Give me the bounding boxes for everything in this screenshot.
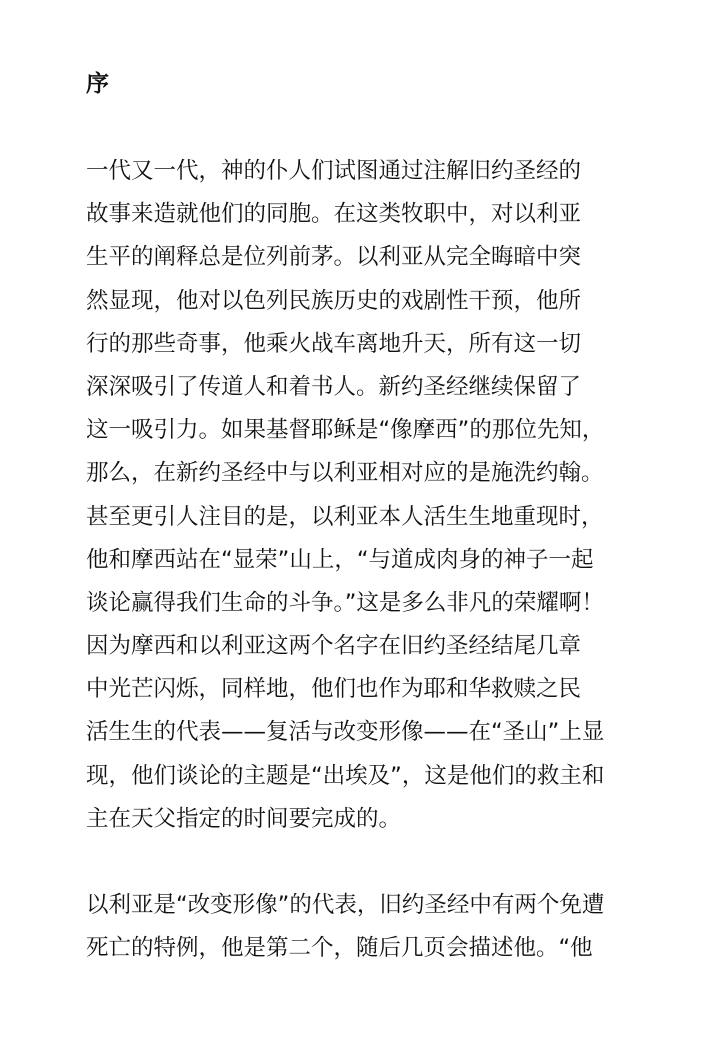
text-line: 中光芒闪烁，同样地，他们也作为耶和华救赎之民 bbox=[86, 676, 582, 703]
text-line: 那么，在新约圣经中与以利亚相对应的是施洗约翰。 bbox=[86, 460, 604, 487]
text-line: 行的那些奇事，他乘火战车离地升天，所有这一切 bbox=[86, 330, 582, 357]
text-line: 谈论赢得我们生命的斗争。”这是多么非凡的荣耀啊！ bbox=[86, 589, 604, 616]
text-line: 主在天父指定的时间要完成的。 bbox=[86, 805, 402, 832]
text-line: 活生生的代表——复活与改变形像——在“圣山”上显 bbox=[86, 719, 605, 746]
text-line: 甚至更引人注目的是，以利亚本人活生生地重现时， bbox=[86, 503, 604, 530]
text-line: 然显现，他对以色列民族历史的戏剧性干预，他所 bbox=[86, 287, 582, 314]
text-line: 深深吸引了传道人和着书人。新约圣经继续保留了 bbox=[86, 373, 582, 400]
document-page bbox=[86, 64, 646, 970]
text-line: 生平的阐释总是位列前茅。以利亚从完全晦暗中突 bbox=[86, 244, 582, 271]
text-line: 一代又一代，神的仆人们试图通过注解旧约圣经的 bbox=[86, 158, 582, 184]
text-line: 死亡的特例，他是第二个，随后几页会描述他。“他 bbox=[86, 935, 593, 962]
text-line: 以利亚是“改变形像”的代表，旧约圣经中有两个免遭 bbox=[86, 892, 605, 918]
text-line: 故事来造就他们的同胞。在这类牧职中，对以利亚 bbox=[86, 201, 582, 228]
chapter-title: 序 bbox=[86, 71, 109, 97]
paragraph-2 bbox=[86, 884, 646, 970]
text-line: 他和摩西站在“显荣”山上，“与道成肉身的神子一起 bbox=[86, 546, 594, 573]
text-line: 现，他们谈论的主题是“出埃及”，这是他们的救主和 bbox=[86, 762, 605, 789]
paragraph-1 bbox=[86, 150, 646, 841]
text-line: 这一吸引力。如果基督耶稣是“像摩西”的那位先知， bbox=[86, 417, 605, 444]
text-line: 因为摩西和以利亚这两个名字在旧约圣经结尾几章 bbox=[86, 633, 582, 660]
